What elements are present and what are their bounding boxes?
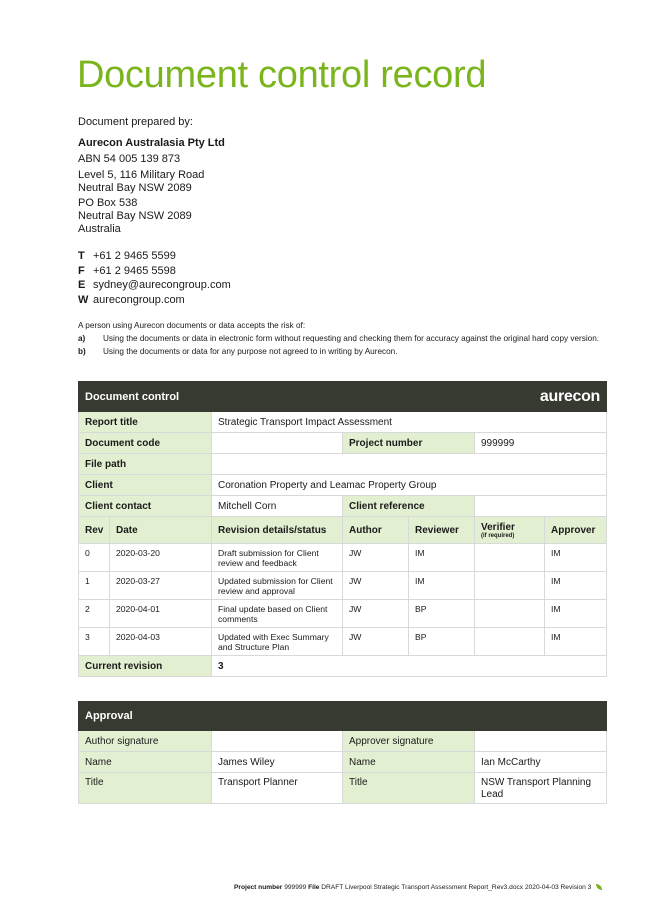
- current-revision-value: 3: [212, 656, 607, 677]
- disclaimer-text: Using the documents or data for any purpose not agreed to in writing by Aurecon.: [103, 347, 398, 356]
- disclaimer-key: b): [78, 347, 86, 356]
- report-title-label: Report title: [79, 412, 212, 433]
- address-line: Australia: [78, 223, 121, 235]
- approver-cell: IM: [545, 572, 607, 600]
- author-title-value: Transport Planner: [212, 773, 343, 804]
- footer-date: 2020-04-03: [524, 884, 559, 891]
- footer-file: DRAFT Liverpool Strategic Transport Assessment Report_Rev3.docx: [321, 884, 524, 891]
- col-verifier: [475, 517, 545, 544]
- file-path-label: File path: [79, 454, 212, 475]
- rev-cell: 0: [79, 544, 110, 572]
- reviewer-cell: IM: [409, 572, 475, 600]
- contact-web: [78, 294, 231, 309]
- address-line: PO Box 538: [78, 197, 138, 209]
- disclaimer-item: [78, 347, 608, 357]
- contact-value: aurecongroup.com: [93, 293, 185, 306]
- disclaimer-item: [78, 334, 608, 344]
- contact-key: E: [78, 279, 86, 292]
- approver-cell: IM: [545, 600, 607, 628]
- leaf-icon: [596, 884, 602, 890]
- contact-key: T: [78, 250, 85, 262]
- approver-title-label: Title: [343, 773, 475, 804]
- author-cell: JW: [343, 572, 409, 600]
- prepared-by-label: Document prepared by:: [78, 116, 193, 128]
- footer-revision-label: Revision: [560, 884, 586, 891]
- document-code-value: [212, 433, 343, 454]
- author-title-label: Title: [79, 773, 212, 804]
- author-cell: JW: [343, 544, 409, 572]
- table-row: [79, 628, 607, 656]
- company-abn: ABN 54 005 139 873: [78, 153, 181, 165]
- table-row: [79, 600, 607, 628]
- details-cell: Final update based on Client comments: [212, 600, 343, 628]
- report-title-value: Strategic Transport Impact Assessment: [212, 412, 607, 433]
- address-line: Level 5, 116 Military Road: [78, 169, 205, 181]
- project-number-value: 999999: [475, 433, 607, 454]
- author-name-label: Name: [79, 752, 212, 773]
- date-cell: 2020-04-01: [110, 600, 212, 628]
- reviewer-cell: BP: [409, 628, 475, 656]
- disclaimer-intro: A person using Aurecon documents or data accepts the risk of:: [78, 321, 306, 330]
- contact-key: W: [78, 293, 89, 306]
- footer-file-label: File: [308, 884, 320, 891]
- col-date: Date: [110, 517, 212, 544]
- col-approver: Approver: [545, 517, 607, 544]
- client-contact-value: Mitchell Corn: [212, 496, 343, 517]
- author-signature-value: [212, 731, 343, 752]
- client-contact-label: Client contact: [79, 496, 212, 517]
- footer-revision: 3: [587, 884, 592, 891]
- project-number-label: Project number: [343, 433, 475, 454]
- page-title: Document control record: [77, 54, 487, 96]
- contact-list: [78, 250, 231, 308]
- col-author: Author: [343, 517, 409, 544]
- date-cell: 2020-04-03: [110, 628, 212, 656]
- approver-name-label: Name: [343, 752, 475, 773]
- col-rev: Rev: [79, 517, 110, 544]
- reviewer-cell: IM: [409, 544, 475, 572]
- client-reference-label: Client reference: [343, 496, 475, 517]
- document-control-header: Document control: [79, 382, 212, 412]
- company-name: Aurecon Australasia Pty Ltd: [78, 137, 225, 149]
- document-code-label: Document code: [79, 433, 212, 454]
- footer-project-label: Project number: [234, 884, 283, 891]
- date-cell: 2020-03-27: [110, 572, 212, 600]
- approver-signature-label: Approver signature: [343, 731, 475, 752]
- rev-cell: 3: [79, 628, 110, 656]
- date-cell: 2020-03-20: [110, 544, 212, 572]
- author-name-value: James Wiley: [212, 752, 343, 773]
- client-value: Coronation Property and Leamac Property Group: [212, 475, 607, 496]
- col-verifier-label: Verifier: [481, 521, 515, 533]
- contact-value: +61 2 9465 5598: [93, 264, 176, 277]
- verifier-cell: [475, 572, 545, 600]
- disclaimer: [78, 321, 608, 357]
- postal-address: [78, 197, 192, 236]
- contact-key: F: [78, 264, 85, 277]
- rev-cell: 1: [79, 572, 110, 600]
- details-cell: Draft submission for Client review and feedback: [212, 544, 343, 572]
- author-cell: JW: [343, 600, 409, 628]
- address-line: Neutral Bay NSW 2089: [78, 182, 192, 194]
- author-signature-label: Author signature: [79, 731, 212, 752]
- table-row: [79, 544, 607, 572]
- page-footer: [234, 884, 602, 891]
- street-address: [78, 169, 204, 195]
- disclaimer-text: Using the documents or data in electronic form without requesting and checking them for accuracy against the original hard copy version.: [103, 334, 600, 343]
- client-reference-value: [475, 496, 607, 517]
- table-row: [79, 572, 607, 600]
- address-line: Neutral Bay NSW 2089: [78, 210, 192, 222]
- aurecon-logo: aurecon: [539, 387, 601, 405]
- rev-cell: 2: [79, 600, 110, 628]
- approver-title-value: NSW Transport Planning Lead: [475, 773, 607, 804]
- verifier-cell: [475, 600, 545, 628]
- col-verifier-note: (if required): [481, 532, 515, 539]
- document-control-table: [78, 381, 607, 677]
- contact-value: sydney@aurecongroup.com: [93, 279, 231, 292]
- approver-name-value: Ian McCarthy: [475, 752, 607, 773]
- file-path-value: [212, 454, 607, 475]
- client-label: Client: [79, 475, 212, 496]
- approver-cell: IM: [545, 628, 607, 656]
- approval-header: Approval: [79, 702, 607, 731]
- details-cell: Updated with Exec Summary and Structure Plan: [212, 628, 343, 656]
- approver-signature-value: [475, 731, 607, 752]
- approver-cell: IM: [545, 544, 607, 572]
- disclaimer-key: a): [78, 334, 86, 343]
- col-details: Revision details/status: [212, 517, 343, 544]
- reviewer-cell: BP: [409, 600, 475, 628]
- footer-project-number: 999999: [284, 884, 307, 891]
- details-cell: Updated submission for Client review and approval: [212, 572, 343, 600]
- approval-table: [78, 701, 607, 804]
- verifier-cell: [475, 544, 545, 572]
- verifier-cell: [475, 628, 545, 656]
- col-reviewer: Reviewer: [409, 517, 475, 544]
- contact-value: +61 2 9465 5599: [93, 250, 176, 262]
- author-cell: JW: [343, 628, 409, 656]
- contact-fax: [78, 265, 231, 280]
- contact-phone: [78, 250, 231, 265]
- current-revision-label: Current revision: [79, 656, 212, 677]
- contact-email: [78, 279, 231, 294]
